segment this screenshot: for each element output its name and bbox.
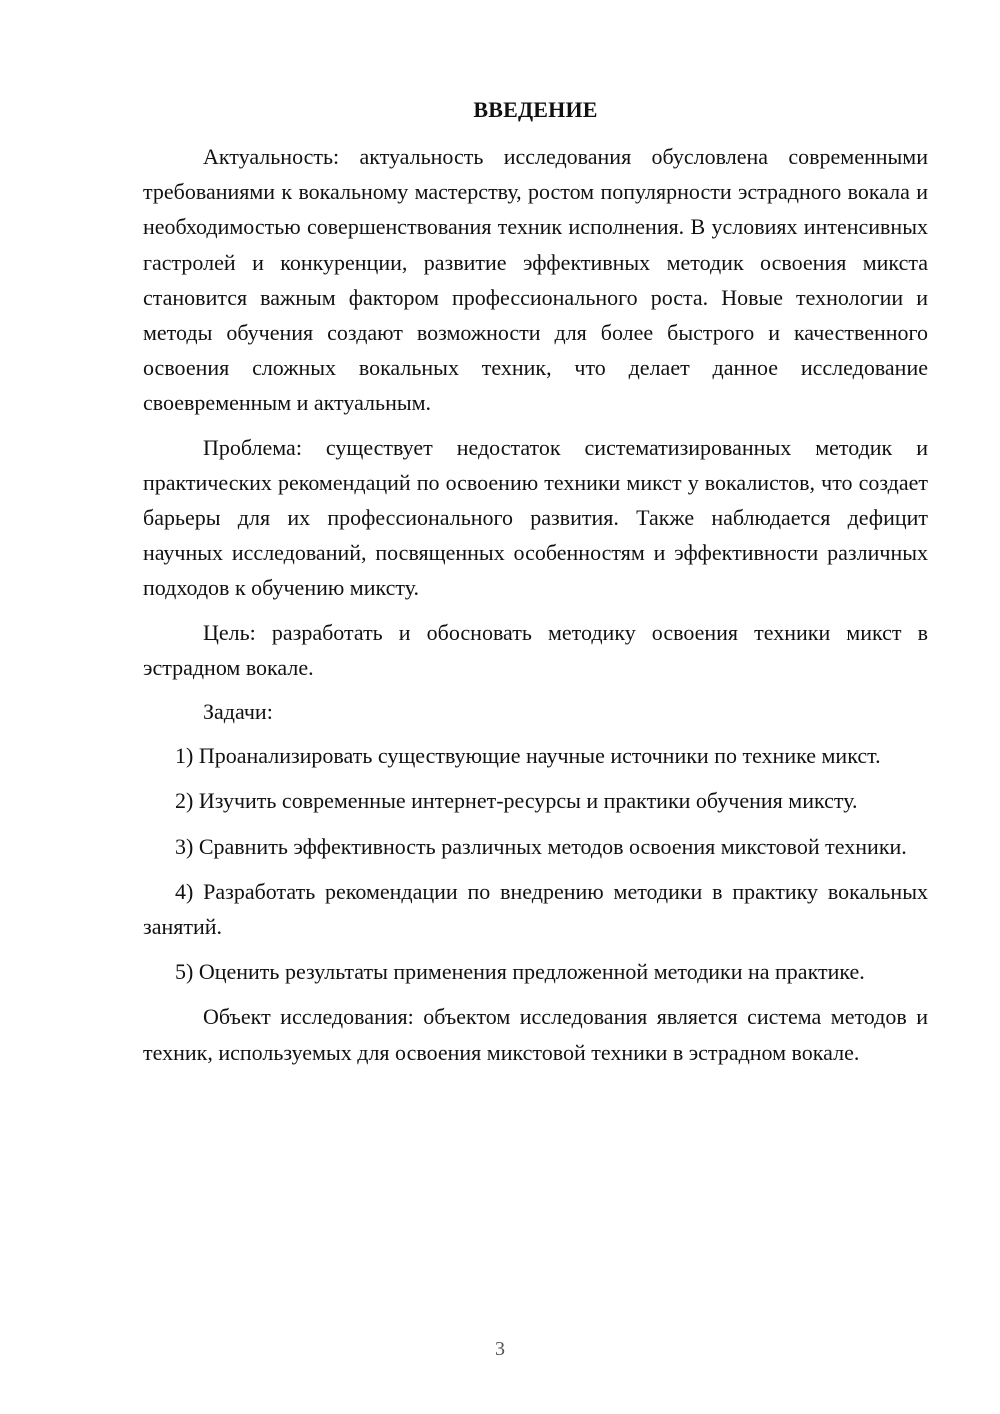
paragraph-relevance: Актуальность: актуальность исследования обусловлена современными требованиями к вокальному мастерству, ростом популярности эстрадного вокала и необходимостью совершенствования техник исполнения. В условиях интенсивных гастролей и конкуренции, развитие эффективных методик освоения микста становится важным фактором профессионального роста. Новые технологии и методы обучения создают возможности для более быстрого и качественного освоения сложных вокальных техник, что делает данное исследование своевременным и актуальным. [143,144,928,416]
task-item-4: 4) Разработать рекомендации по внедрению методики в практику вокальных занятий. [143,878,928,940]
page-content [143,92,928,1079]
task-item-2: 2) Изучить современные интернет-ресурсы и практики обучения миксту. [175,788,858,814]
paragraph-problem: Проблема: существует недостаток систематизированных методик и практических рекомендаций по освоению техники микст у вокалистов, что создает барьеры для их профессионального развития. Также наблюдается дефицит научных исследований, посвященных особенностям и эффективности различных подходов к обучению миксту. [143,434,928,601]
paragraph-goal: Цель: разработать и обосновать методику освоения техники микст в эстрадном вокале. [143,619,928,680]
page-number: 3 [495,1338,505,1360]
section-heading: ВВЕДЕНИЕ [473,97,598,122]
task-item-5: 5) Оценить результаты применения предложенной методики на практике. [175,959,865,985]
task-item-1: 1) Проанализировать существующие научные источники по технике микст. [175,743,881,769]
paragraph-object: Объект исследования: объектом исследования является система методов и техник, используемых для освоения микстовой техники в эстрадном вокале. [143,1004,928,1065]
tasks-label: Задачи: [203,699,273,725]
task-item-3: 3) Сравнить эффективность различных методов освоения микстовой техники. [175,833,907,859]
